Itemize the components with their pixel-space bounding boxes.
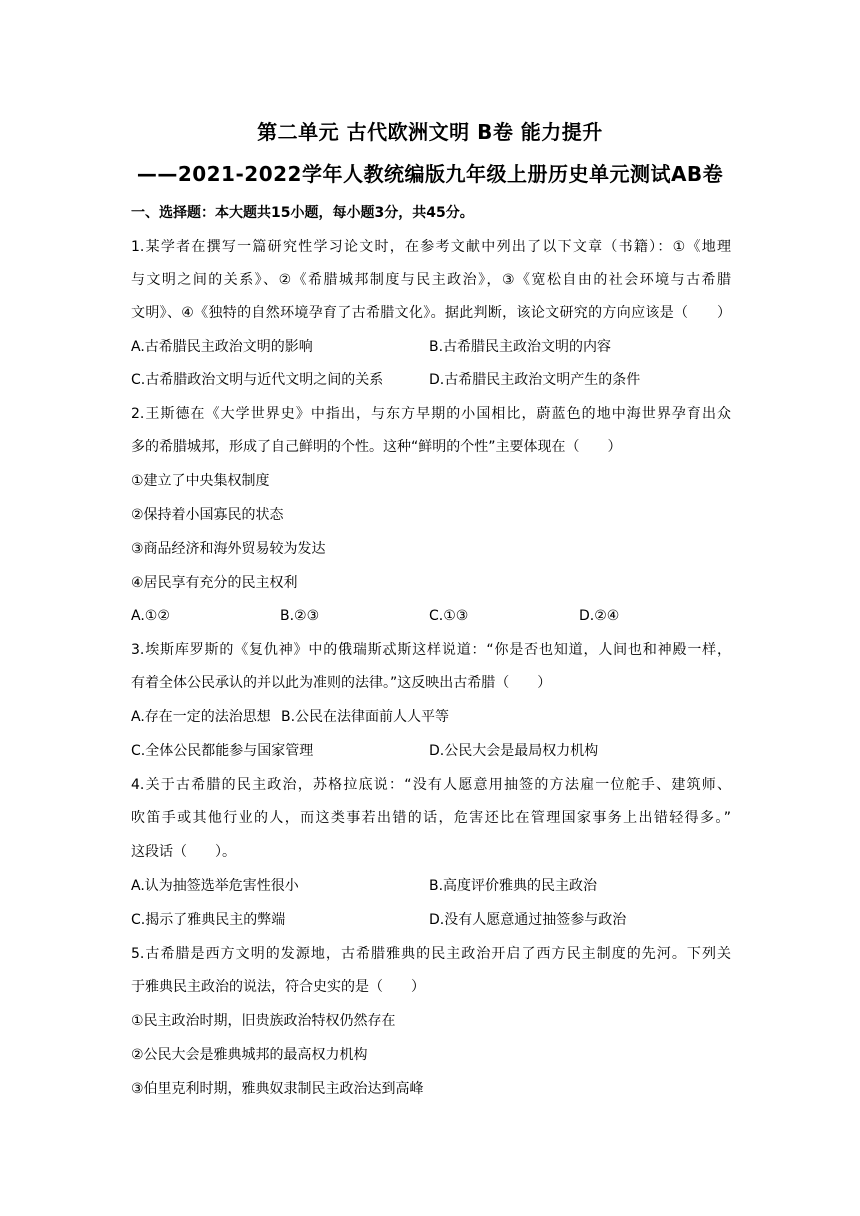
question-3-stem-line-1: 3.埃斯库罗斯的《复仇神》中的俄瑞斯忒斯这样说道：“你是否也知道，人间也和神殿一样，	[131, 642, 731, 658]
option-c[interactable]: C.全体公民都能参与国家管理	[131, 743, 314, 759]
option-b[interactable]: B.高度评价雅典的民主政治	[429, 878, 598, 894]
question-2-stem-line-2: 多的希腊城邦，形成了自己鲜明的个性。这种“鲜明的个性”主要体现在（ ）	[131, 439, 622, 455]
question-2-item-4: ④居民享有充分的民主权利	[131, 575, 298, 591]
option-d[interactable]: D.没有人愿意通过抽签参与政治	[429, 912, 627, 928]
question-3-stem-line-2: 有着全体公民承认的并以此为准则的法律。”这反映出古希腊（ ）	[131, 675, 552, 691]
option-c[interactable]: C.①③	[429, 608, 469, 624]
question-1-stem-line-3: 文明》、④《独特的自然环境孕育了古希腊文化》。据此判断，该论文研究的方向应该是（ ）	[131, 305, 731, 321]
option-b[interactable]: B.公民在法律面前人人平等	[281, 709, 450, 725]
document-title: 第二单元 古代欧洲文明 B卷 能力提升	[257, 120, 603, 144]
option-b[interactable]: B.古希腊民主政治文明的内容	[429, 339, 612, 355]
question-2-item-2: ②保持着小国寡民的状态	[131, 507, 284, 523]
option-a[interactable]: A.古希腊民主政治文明的影响	[131, 339, 313, 355]
option-d[interactable]: D.②④	[579, 608, 620, 624]
option-d[interactable]: D.公民大会是最局权力机构	[429, 743, 599, 759]
option-a[interactable]: A.存在一定的法治思想	[131, 709, 271, 725]
question-1-stem-line-1: 1.某学者在撰写一篇研究性学习论文时，在参考文献中列出了以下文章（书籍）：①《地理	[131, 239, 731, 255]
question-4-stem-line-3: 这段话（ ）。	[131, 844, 236, 860]
question-2-item-1: ①建立了中央集权制度	[131, 473, 270, 489]
question-5-stem-line-1: 5.古希腊是西方文明的发源地，古希腊雅典的民主政治开启了西方民主制度的先河。下列关	[131, 946, 731, 962]
question-5-item-1: ①民主政治时期，旧贵族政治特权仍然存在	[131, 1013, 396, 1029]
option-c[interactable]: C.古希腊政治文明与近代文明之间的关系	[131, 372, 384, 388]
document-subtitle: ——2021-2022学年人教统编版九年级上册历史单元测试AB卷	[136, 162, 724, 186]
question-4-stem-line-2: 吹笛手或其他行业的人，而这类事若出错的话，危害还比在管理国家事务上出错轻得多。”	[131, 810, 731, 826]
option-c[interactable]: C.揭示了雅典民主的弊端	[131, 912, 286, 928]
option-a[interactable]: A.认为抽签选举危害性很小	[131, 878, 299, 894]
question-2-stem-line-1: 2.王斯德在《大学世界史》中指出，与东方早期的小国相比，蔚蓝色的地中海世界孕育出众	[131, 406, 731, 422]
option-d[interactable]: D.古希腊民主政治文明产生的条件	[429, 372, 641, 388]
question-4-stem-line-1: 4.关于古希腊的民主政治，苏格拉底说：“没有人愿意用抽签的方法雇一位舵手、建筑师、	[131, 777, 731, 793]
question-2-item-3: ③商品经济和海外贸易较为发达	[131, 541, 326, 557]
option-b[interactable]: B.②③	[280, 608, 320, 624]
option-a[interactable]: A.①②	[131, 608, 170, 624]
question-5-stem-line-2: 于雅典民主政治的说法，符合史实的是（ ）	[131, 979, 425, 995]
question-1-stem-line-2: 与文明之间的关系》、②《希腊城邦制度与民主政治》，③《宽松自由的社会环境与古希腊	[131, 272, 731, 288]
question-5-item-2: ②公民大会是雅典城邦的最高权力机构	[131, 1047, 368, 1063]
section-heading: 一、选择题：本大题共15小题，每小题3分，共45分。	[131, 205, 474, 221]
question-5-item-3: ③伯里克利时期，雅典奴隶制民主政治达到高峰	[131, 1081, 424, 1097]
